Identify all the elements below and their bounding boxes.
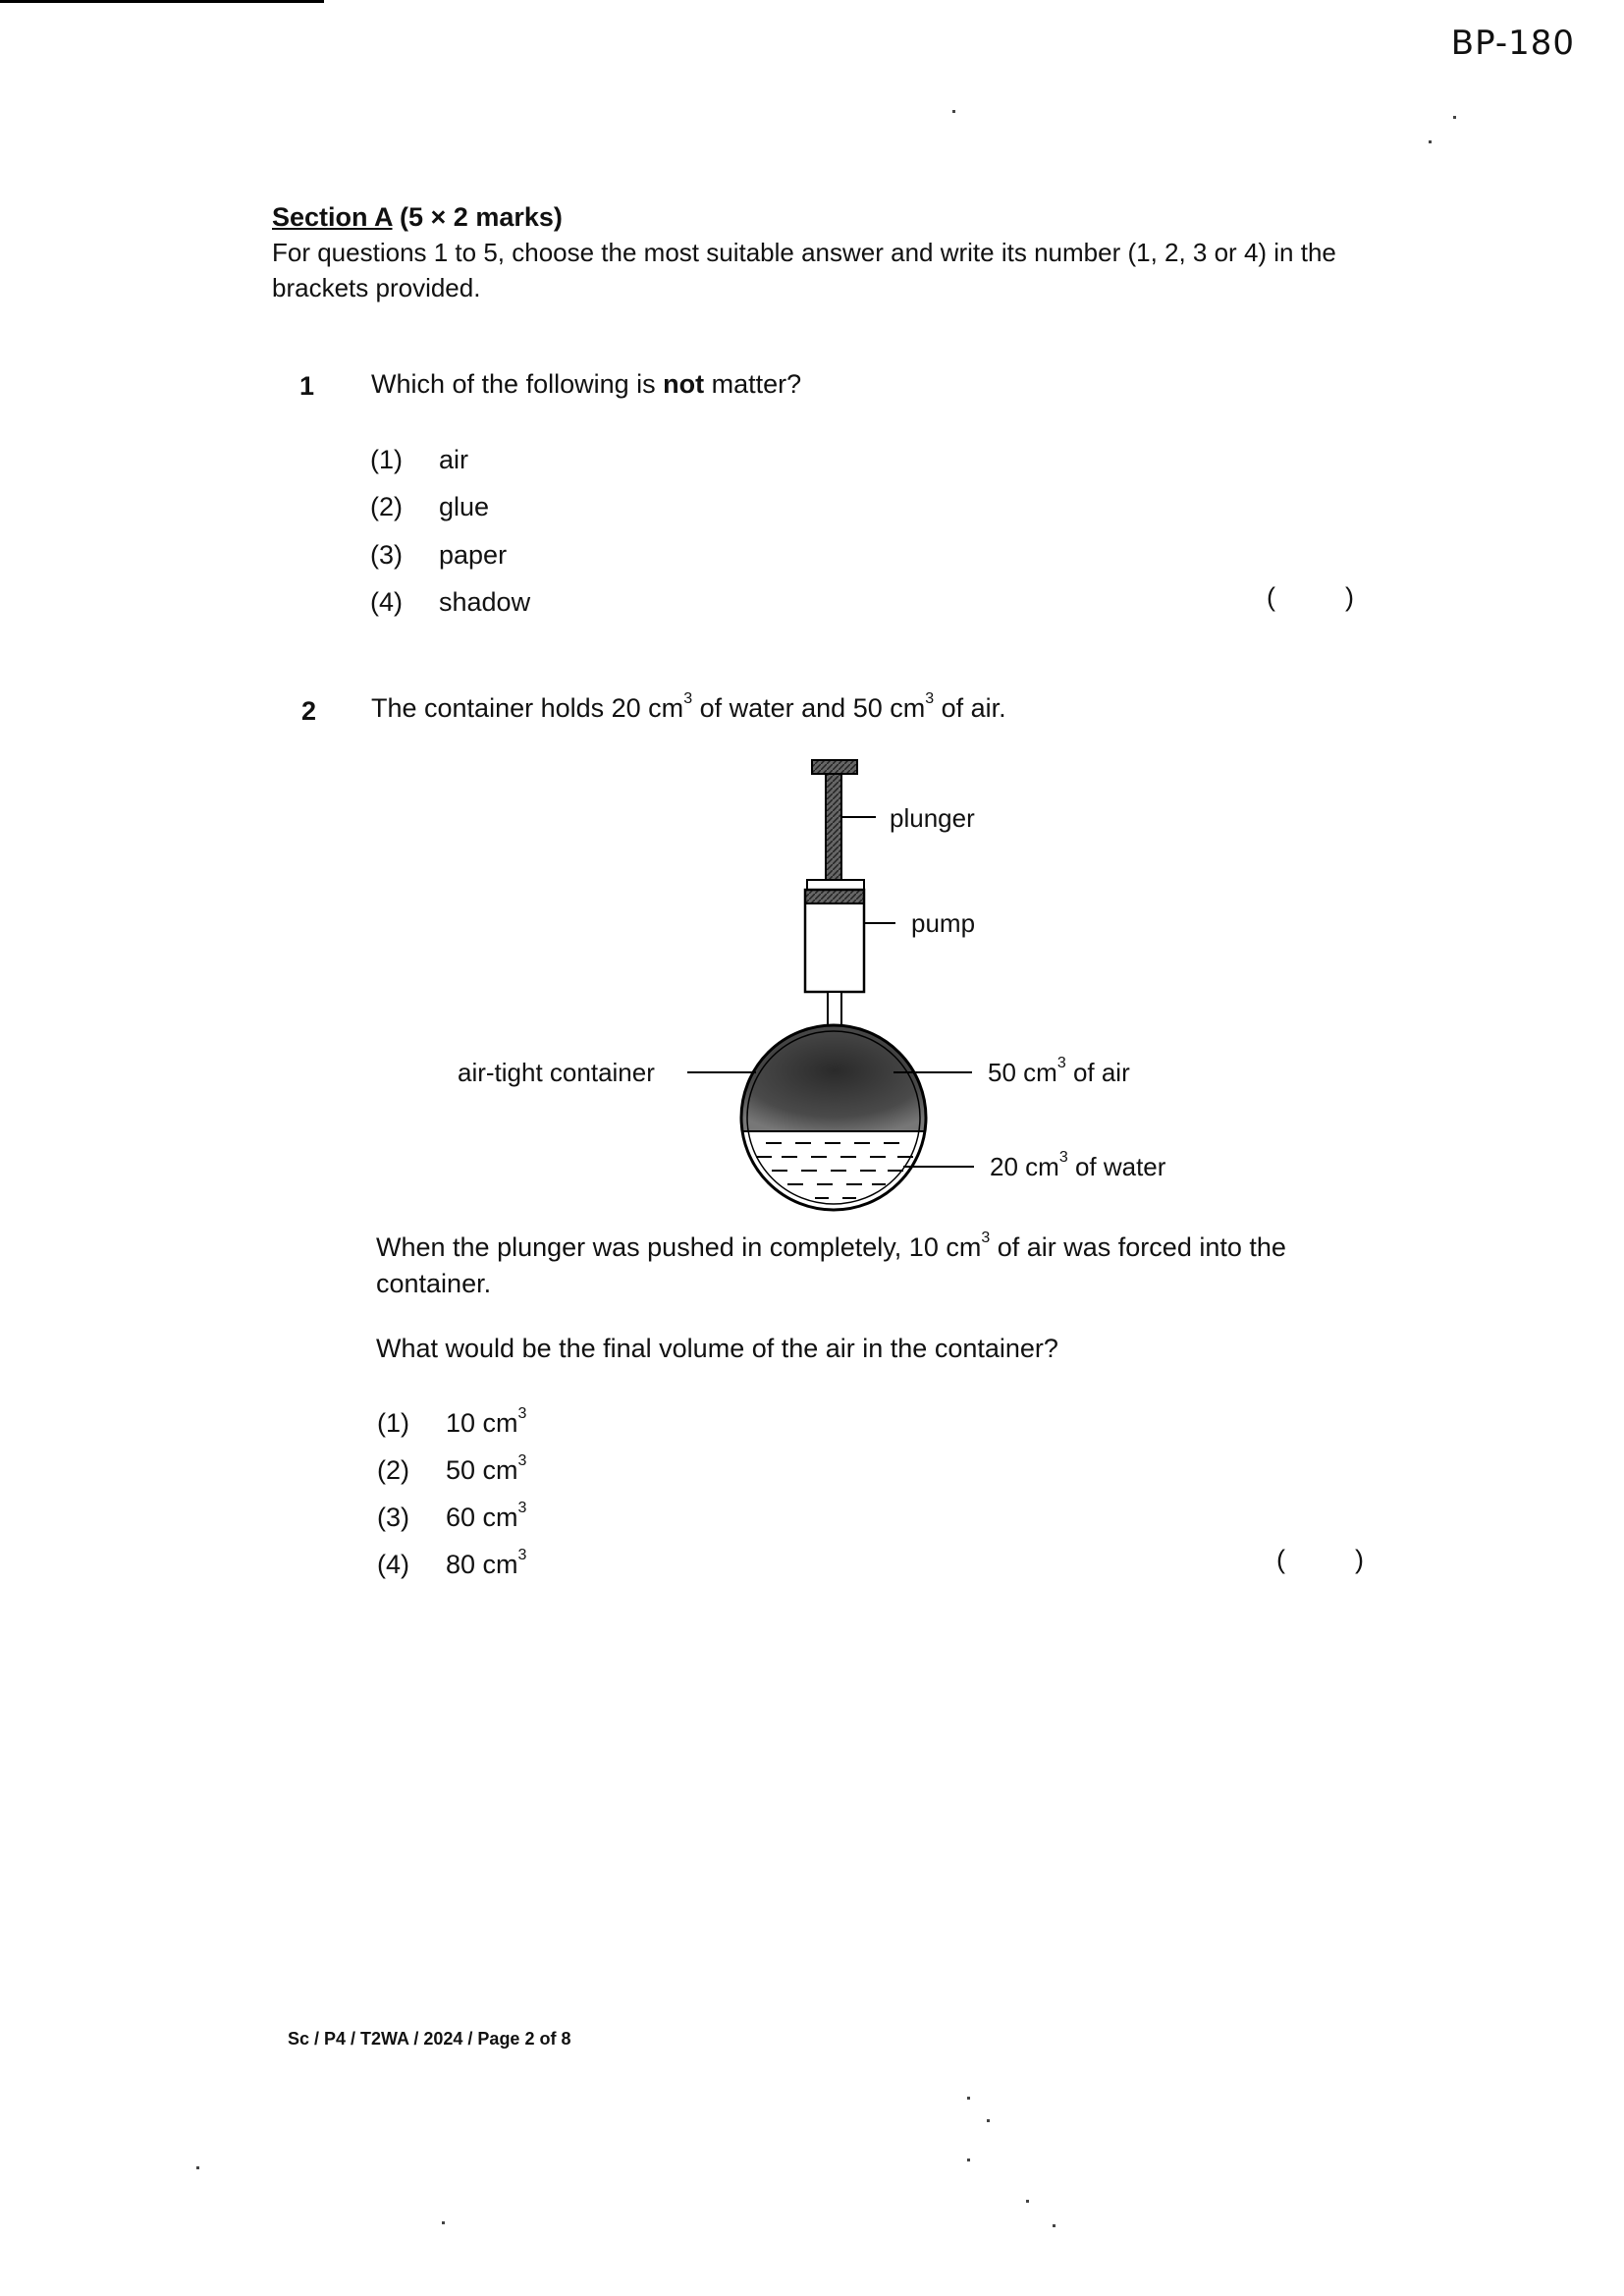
label-water: 20 $cm^3$ of water [990,1149,1166,1181]
section-title: Section A [272,202,393,232]
question-2-paragraph-line1: When the plunger was pushed in completely, 10 $cm^3$ of air was forced into the [376,1230,1286,1262]
q2-option-1: (1) 10 $cm^3$ [377,1405,527,1438]
question-2-question: What would be the final volume of the air in the container? [376,1334,1058,1363]
plunger-head [805,890,864,903]
label-container: air-tight container [458,1058,655,1087]
q1-option-3: (3) paper [370,540,508,570]
page-footer: Sc / P4 / T2WA / 2024 / Page 2 of 8 [288,2029,571,2049]
label-plunger: plunger [890,803,975,833]
scan-speck [1429,140,1432,143]
water-region [727,1131,943,1218]
question-1-text-a: Which of the following is [371,369,664,399]
section-heading [272,202,563,233]
scan-speck [1453,116,1456,119]
q1-option-2: (2) glue [370,492,490,521]
plunger-rod [826,774,841,894]
label-air: 50 $cm^3$ of air [988,1055,1130,1087]
q2-option-2: (2) 50 $cm^3$ [377,1452,527,1485]
scan-speck [952,110,955,113]
question-2-number: 2 [301,696,317,726]
q1-answer-bracket[interactable]: ( ) [1267,582,1354,612]
question-1-text-bold: not [663,369,705,399]
question-2-stem: The container holds 20 $cm^3$ of water and 50 $cm^3$ of air. [371,690,1006,723]
scan-speck [967,2097,970,2100]
plunger-handle [812,760,857,774]
scan-speck [442,2221,445,2224]
top-scan-line [0,0,324,3]
question-2-paragraph-line2: container. [376,1269,492,1298]
syringe-container-diagram [432,746,1218,1218]
scan-speck [967,2159,970,2161]
scan-speck [987,2119,990,2122]
scan-speck [1053,2224,1056,2227]
q1-option-4: (4) shadow [370,587,531,617]
scan-speck [196,2166,199,2169]
paper-code: BP-180 [1450,24,1575,63]
scan-speck [1026,2200,1029,2203]
q1-option-1: (1) air [370,445,469,474]
q2-option-3: (3) 60 $cm^3$ [377,1500,527,1532]
section-instruction: For questions 1 to 5, choose the most suitable answer and write its number (1, 2, 3 or 4) in the brackets provided. [272,238,1336,302]
question-1-number: 1 [299,371,315,401]
pump-barrel [805,890,864,992]
label-pump: pump [911,908,976,938]
section-marks: (5 × 2 marks) [400,202,563,232]
q2-answer-bracket[interactable]: ( ) [1276,1545,1364,1574]
question-1-text [371,369,801,400]
q2-option-4: (4) 80 $cm^3$ [377,1547,527,1579]
question-1-text-b: matter? [704,369,802,399]
air-tight-container [727,1021,943,1218]
